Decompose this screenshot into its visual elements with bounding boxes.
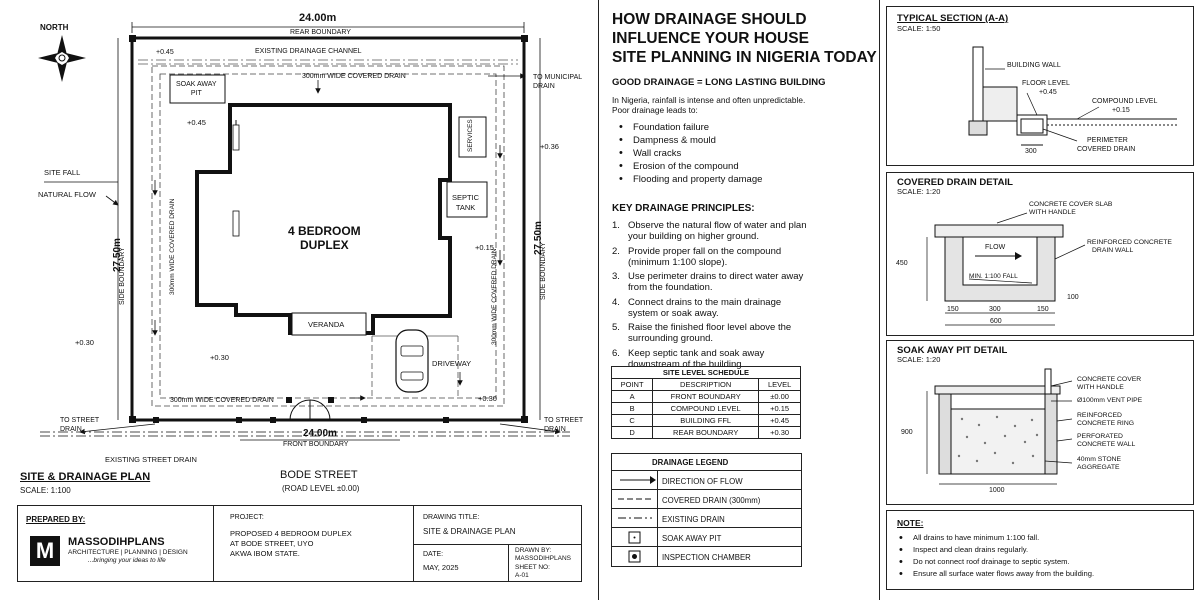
project-line: PROPOSED 4 BEDROOM DUPLEX — [230, 529, 352, 538]
soak-away-label: SOAK AWAY PIT — [176, 81, 217, 97]
note-panel — [886, 510, 1194, 590]
level-tag: +0.15 — [475, 243, 494, 252]
covered-drain-label: 300mm WIDE COVERED DRAIN — [491, 248, 498, 345]
prepared-by-label: PREPARED BY: — [26, 515, 86, 524]
list-item: 1. Observe the natural flow of water and plan your building on higher ground. — [612, 220, 807, 242]
drainage-legend — [611, 453, 802, 567]
headline: HOW DRAINAGE SHOULD — [612, 11, 807, 28]
right-boundary-label: SIDE BOUNDARY — [540, 242, 547, 300]
drawing-title-label: DRAWING TITLE: — [423, 514, 480, 521]
dimension-label: 900 — [901, 429, 913, 436]
section-dimension: 300 — [1025, 148, 1037, 155]
list-number: 6. — [612, 347, 620, 359]
list-item: • Flooding and property damage — [615, 173, 762, 186]
building-title: 4 BEDROOM DUPLEX — [288, 224, 361, 252]
level-tag: +0.30 — [210, 353, 229, 362]
legend-item: DIRECTION OF FLOW — [612, 470, 801, 490]
top-dimension: 24.00m — [299, 12, 337, 24]
drawn-by-value: MASSODIHPLANS — [515, 555, 571, 562]
vent-label: Ø100mm VENT PIPE — [1077, 397, 1143, 404]
typical-section-panel — [886, 6, 1194, 166]
site-plan — [0, 0, 600, 500]
level-tag: +0.36 — [540, 142, 559, 151]
headline: SITE PLANNING IN NIGERIA TODAY — [612, 49, 877, 66]
covered-drain-label: 300mm WIDE COVERED DRAIN — [169, 198, 176, 295]
level-tag: +0.30 — [75, 338, 94, 347]
project-line: AT BODE STREET, UYO — [230, 539, 314, 548]
aggregate-label: AGGREGATE — [1077, 464, 1120, 471]
covered-drain-panel — [886, 172, 1194, 336]
right-dimension: 27.50m — [533, 221, 544, 255]
column-header: POINT — [612, 379, 653, 391]
headline: INFLUENCE YOUR HOUSE — [612, 30, 809, 47]
logo — [30, 536, 60, 566]
north-label: NORTH — [40, 23, 69, 32]
aggregate-label: 40mm STONE — [1077, 456, 1122, 463]
company-services: ARCHITECTURE | PLANNING | DESIGN — [68, 549, 188, 556]
perimeter-label: PERIMETER — [1087, 137, 1128, 144]
list-item: 6. Keep septic tank and soak away downstream of the building. — [612, 347, 765, 370]
project-line: AKWA IBOM STATE. — [230, 549, 300, 558]
slab-label: WITH HANDLE — [1029, 209, 1076, 216]
schedule-table — [611, 366, 801, 439]
list-item: • Inspect and clean drains regularly. — [895, 544, 1094, 556]
dimension-label: 100 — [1067, 294, 1079, 301]
list-item: • Ensure all surface water flows away from the building. — [895, 568, 1094, 580]
level-tag: +0.45 — [156, 49, 174, 56]
to-street-drain-label: TO STREET DRAIN — [544, 417, 584, 433]
existing-channel-label: EXISTING DRAINAGE CHANNEL — [255, 48, 362, 55]
legend-item: SOAK AWAY PIT — [612, 527, 801, 547]
ring-label: REINFORCED — [1077, 412, 1122, 419]
fall-label: MIN. 1:100 FALL — [969, 273, 1018, 280]
list-item: • Dampness & mould — [615, 134, 762, 147]
soak-title: SOAK AWAY PIT DETAIL — [897, 345, 1008, 356]
title-block — [17, 505, 582, 582]
site-fall-label: SITE FALL — [44, 168, 81, 177]
to-street-drain-label: TO STREET DRAIN — [60, 417, 100, 433]
left-dimension: 27.50m — [112, 238, 123, 272]
road-level: (ROAD LEVEL ±0.00) — [282, 484, 360, 493]
legend-item: COVERED DRAIN (300mm) — [612, 489, 801, 509]
legend-item: EXISTING DRAIN — [612, 508, 801, 528]
project-label: PROJECT: — [230, 514, 264, 521]
cover-label: WITH HANDLE — [1077, 384, 1124, 391]
level-tag: +0.45 — [187, 118, 206, 127]
intro-text: In Nigeria, rainfall is intense and often unpredictable. — [612, 95, 806, 105]
article-panel — [598, 0, 880, 600]
table-row: A FRONT BOUNDARY ±0.00 — [612, 391, 801, 403]
list-item: 5. Raise the finished floor level above the surrounding ground. — [612, 322, 792, 344]
covered-drain-label: 300mm WIDE COVERED DRAIN — [170, 397, 274, 404]
list-item: 3. Use perimeter drains to direct water away from the foundation. — [612, 271, 804, 293]
dimension-label: 300 — [989, 306, 1001, 313]
front-boundary-label: FRONT BOUNDARY — [283, 441, 349, 448]
wall-label: REINFORCED CONCRETE — [1087, 239, 1172, 246]
schedule-title: SITE LEVEL SCHEDULE — [612, 367, 801, 379]
legend-title: DRAINAGE LEGEND — [652, 458, 729, 467]
plan-scale: SCALE: 1:100 — [20, 486, 71, 495]
perforated-label: CONCRETE WALL — [1077, 441, 1136, 448]
date-label: DATE: — [423, 551, 444, 558]
list-item: • Erosion of the compound — [615, 160, 762, 173]
wall-label: DRAIN WALL — [1092, 247, 1134, 254]
natural-flow-label: NATURAL FLOW — [38, 190, 96, 199]
dimension-label: 150 — [1037, 306, 1049, 313]
bottom-dimension: 24.00m — [303, 428, 337, 439]
principles-title: KEY DRAINAGE PRINCIPLES: — [612, 203, 755, 214]
logo-letter: M — [35, 538, 55, 563]
building-wall-label: BUILDING WALL — [1007, 62, 1061, 69]
slab-label: CONCRETE COVER SLAB — [1029, 201, 1113, 208]
section-scale: SCALE: 1:50 — [897, 24, 941, 33]
dimension-label: 600 — [990, 318, 1002, 325]
covered-drain-label: 300mm WIDE COVERED DRAIN — [302, 73, 406, 80]
rear-boundary-label: REAR BOUNDARY — [290, 29, 351, 36]
septic-tank-label: SEPTIC TANK — [452, 193, 480, 212]
sheet-label: SHEET NO: — [515, 564, 550, 571]
list-item: • Do not connect roof drainage to septic system. — [895, 556, 1094, 568]
problems-list — [615, 121, 762, 186]
principles-list — [612, 220, 813, 373]
company-name: MASSODIHPLANS — [68, 536, 165, 548]
list-number: 2. — [612, 245, 620, 257]
intro-text: Poor drainage leads to: — [612, 105, 698, 115]
plan-title: SITE & DRAINAGE PLAN — [20, 471, 151, 483]
left-boundary-label: SIDE BOUNDARY — [119, 247, 126, 305]
floor-level-value: +0.45 — [1039, 89, 1057, 96]
drawing-title: SITE & DRAINAGE PLAN — [423, 527, 516, 536]
dimension-label: 150 — [947, 306, 959, 313]
list-item: • Foundation failure — [615, 121, 762, 134]
list-item: • All drains to have minimum 1:100 fall. — [895, 532, 1094, 544]
compound-level-value: +0.15 — [1112, 107, 1130, 114]
driveway-label: DRIVEWAY — [432, 359, 472, 368]
level-schedule — [611, 366, 801, 439]
date-value: MAY, 2025 — [423, 563, 459, 572]
level-tag: +0.30 — [478, 394, 497, 403]
dimension-label: 1000 — [989, 487, 1005, 494]
subhead: GOOD DRAINAGE = LONG LASTING BUILDING — [612, 77, 826, 88]
covered-title: COVERED DRAIN DETAIL — [897, 177, 1013, 188]
column-header: LEVEL — [759, 379, 801, 391]
to-municipal-label: TO MUNICIPAL DRAIN — [533, 74, 583, 90]
list-number: 3. — [612, 271, 620, 282]
table-row: C BUILDING FFL +0.45 — [612, 415, 801, 427]
car-icon — [396, 330, 428, 392]
perforated-label: PERFORATED — [1077, 433, 1123, 440]
list-number: 4. — [612, 296, 620, 308]
veranda-label: VERANDA — [308, 320, 345, 329]
table-row: D REAR BOUNDARY +0.30 — [612, 427, 801, 439]
column-header: DESCRIPTION — [653, 379, 759, 391]
flow-label: FLOW — [985, 244, 1006, 251]
company-tagline: ...bringing your ideas to life — [88, 557, 166, 564]
legend-item: INSPECTION CHAMBER — [612, 546, 801, 566]
north-arrow-icon — [38, 35, 86, 82]
soak-away-drawing — [887, 341, 1193, 504]
note-title: NOTE: — [897, 518, 924, 528]
street-drain-label: EXISTING STREET DRAIN — [105, 455, 197, 464]
notes-list — [895, 532, 1094, 580]
list-item: • Wall cracks — [615, 147, 762, 160]
list-item: 2. Provide proper fall on the compound (minimum 1:100 slope). — [612, 245, 782, 268]
drawn-by-label: DRAWN BY: — [515, 547, 552, 554]
section-title: TYPICAL SECTION (A-A) — [897, 13, 1009, 24]
compound-level-label: COMPOUND LEVEL — [1092, 98, 1158, 105]
ring-label: CONCRETE RING — [1077, 420, 1135, 427]
list-number: 1. — [612, 220, 620, 231]
table-row: B COMPOUND LEVEL +0.15 — [612, 403, 801, 415]
list-number: 5. — [612, 322, 620, 333]
street-name: BODE STREET — [280, 469, 358, 481]
list-item: 4. Connect drains to the main drainage system or soak away. — [612, 296, 782, 319]
covered-scale: SCALE: 1:20 — [897, 187, 941, 196]
covered-drain-label: COVERED DRAIN — [1077, 146, 1136, 153]
floor-level-label: FLOOR LEVEL — [1022, 80, 1070, 87]
services-label: SERVICES — [467, 119, 474, 152]
dimension-label: 450 — [896, 260, 908, 267]
sheet-value: A-01 — [515, 572, 529, 579]
soak-scale: SCALE: 1:20 — [897, 355, 941, 364]
soak-away-panel — [886, 340, 1194, 505]
cover-label: CONCRETE COVER — [1077, 376, 1142, 383]
